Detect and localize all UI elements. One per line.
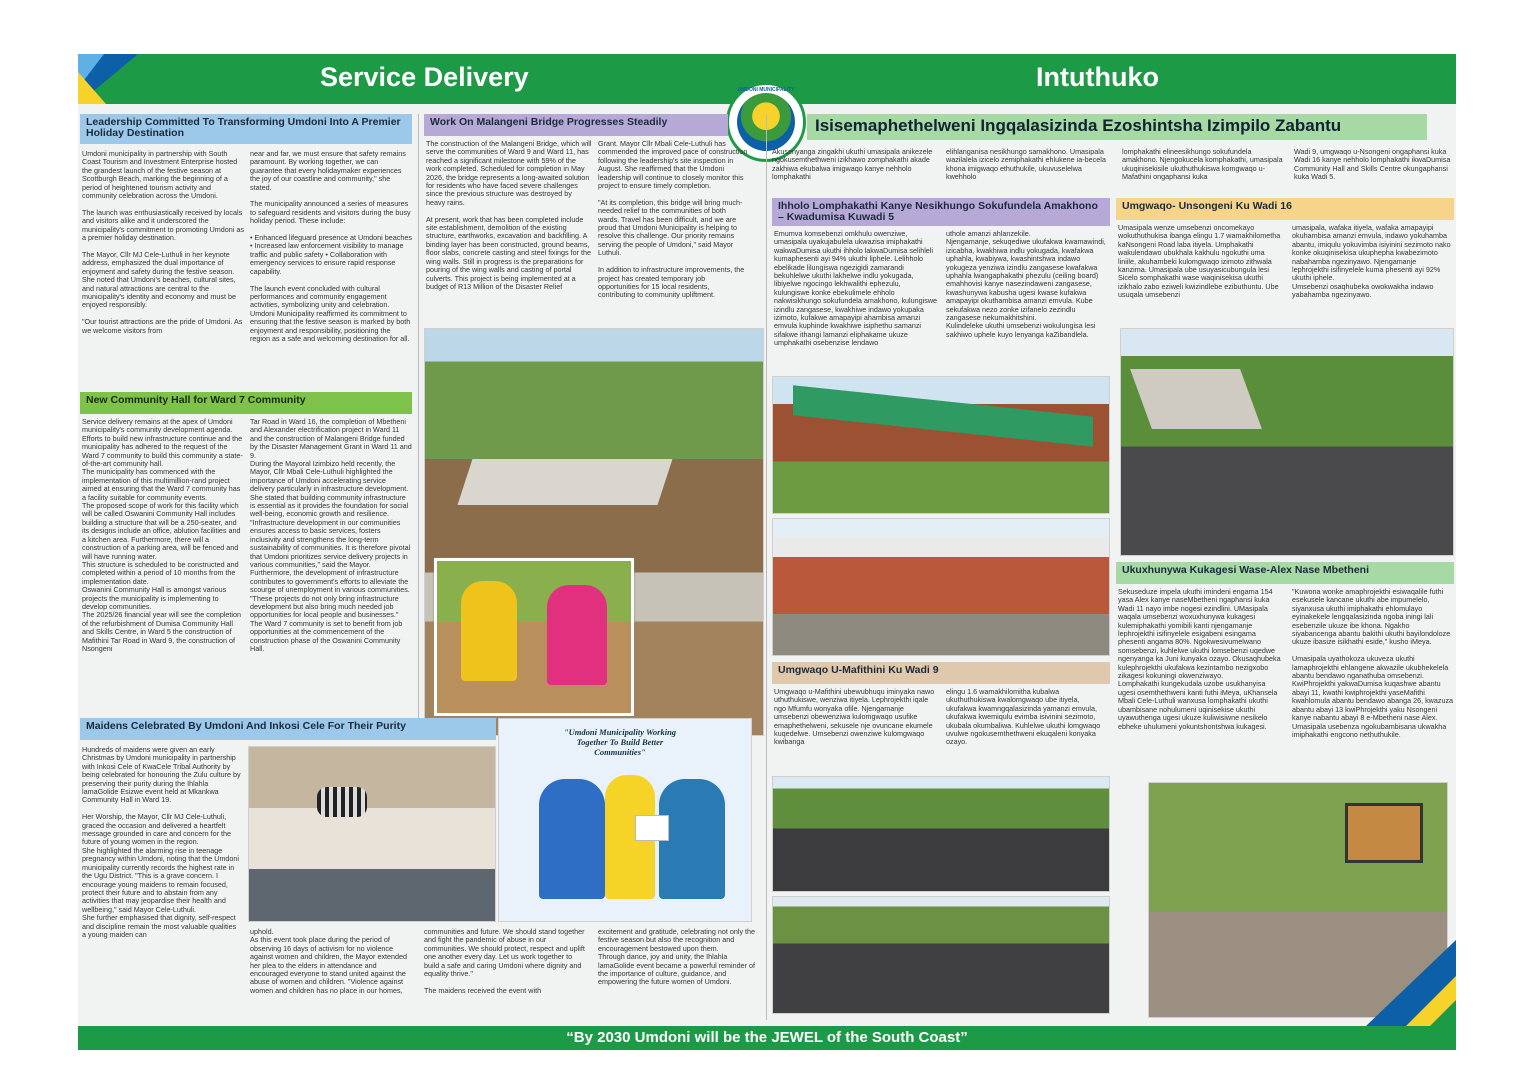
officials-site-inspection-photo	[434, 558, 634, 716]
holiday-article-col2	[250, 150, 412, 374]
newspaper-page	[78, 54, 1456, 1050]
maidens-article-col1	[82, 746, 242, 1014]
maidens-certificate-photo	[498, 718, 752, 922]
nsongeni-article-col1	[1118, 224, 1284, 320]
zulu-intro-col1	[772, 148, 936, 194]
maidens-leaders-photo	[248, 746, 496, 922]
maidens-text-4: excitement and gratitude, celebrating not only the festive season but also the recognition and encouragement bestowed upon them. Through dance, joy and unity, the Ihlahla lamaGolide event became a powerful reminder of the importance of culture, guidance, and empowering the future women of Umdoni.	[598, 928, 756, 987]
holiday-text-1: Umdoni municipality in partnership with South Coast Tourism and Investment Enterprise hosted the grandest launch of the festive season at Scottburgh Beach, marking the beginning of a period of heightened tourism activity and community celebration across the Umdoni. The launch was enthusiastically received by locals and visitors alike and it underscored the municipality's commitment to promoting Umdoni as a premier holiday destination. The Mayor, Cllr MJ Cele-Luthuli in her keynote address, emphasized the dual importance of enjoyment and safety during the festive season. She noted that Umdoni's beaches, cultural sites, and natural attractions are central to the municipality's identity and economy and must be enjoyed responsibly. "Our tourist attractions are the pride of Umdoni. As we welcome visitors from	[82, 150, 244, 335]
corner-decor-green	[1430, 1000, 1456, 1026]
green-roof-shape	[793, 385, 1093, 447]
mafithini-road-photo-1	[772, 776, 1110, 892]
mbetheni-text-1: Sekuseduze impela ukuthi imindeni engama 154 yasa Alex kanye naseMbetheni ngaphansi kuka Wadi 11 nayo imbe nogesi ezindlini. UMasipala waqala umsebenzi woxuxhunywa kukagesi kulemiphakathi yomibili kanti njengamanje lephrojekthi isifinyelele esigabeni esingama phesenti angama 80%. Ngokwesivumelwano somsebenzi, kuhlelwe ukuthi lomsebenzi uqedwe ngenyanga ka Juni kunyaka ozayo. Okusaqhubeka kulephrojekthi ukufakwa kezintambo nezigxobo zikagesi kokuningi okwenziwayo. Lomphakathi kungekudala uzobe usukhanyisa ugesi osemthethweni kanti futhi iMeya, uKhansela Mbali Cele-Luthuli wanxusa lomphakathi ukuthi ubambisane nohulumeni uqinisekise ukuthi uyawuthenga ugesi ukuze kuliwisiwne nesikelo ebheke uhulumeni yokuntshontshwa kukagesi.	[1118, 588, 1281, 731]
hall-text-2: Tar Road in Ward 16, the completion of Mbetheni and Alexander electrification project in Ward 11 and the construction of Malangeni Bridge funded by the Disaster Management Grant in Ward 11 and 9. During the Mayoral Izimbizo held recently, the Mayor, Cllr Mbali Cele-Luthuli highlighted the importance of Umdoni accelerating service delivery particularly in infrastructure development. She stated that building community infrastructure is essential as it provides the foundation for social well-being, economic growth and resilience. "Infrastructure development in our communities ensures access to basic services, fosters inclusivity and strengthens the long-term sustainability of communities. It is therefore pivotal that Umdoni prioritizes service delivery projects in various communities," said the Mayor. Furthermore, the development of infrastructure contributes to government's efforts to alleviate the scourge of unemployment in various communities. "These projects do not only bring infrastructure development but also bring much needed job opportunities for local people and businesses." The Ward 7 community is set to benefit from job opportunities at the commencement of the construction phase of the Oswanini Community Hall.	[250, 418, 412, 653]
right-section-subtitle: Isisemaphethelweni Ingqalasizinda Ezoshintsha Izimpilo Zabantu	[807, 114, 1427, 140]
zulu-intro-col3	[1122, 148, 1286, 194]
zulu-intro-col2	[946, 148, 1110, 194]
mafithini-article-title: Umgwaqo U-Mafithini Ku Wadi 9	[772, 662, 1110, 684]
logo-text: UMDONI MUNICIPALITY	[737, 87, 795, 93]
dumisa-hall-photo-2	[772, 518, 1110, 656]
zulu-intro-col4	[1294, 148, 1454, 194]
dumisa-hall-photo-1	[772, 376, 1110, 514]
nsongeni-road-photo	[1120, 328, 1454, 556]
woman-figure-1	[539, 779, 605, 899]
nsongeni-article-title: Umgwaqo- Unsongeni Ku Wadi 16	[1116, 198, 1454, 220]
dumisa-text-2: uthole amanzi ahlanzekile. Njengamanje, sekuqediwe ukufakwa kwamawindi, izicabha, kwakhiwa indlu yokugada, kwafakwa uphahla, kwabiywa, kwashintshwa indawo yokugeza yenziwa izindlu zangasese kwafakwa uphahla lwangaphakathi phezulu (ceiling board) emahhovisi kanye nasezindaweni zangasese, kwashunywa kabusha ugesi kwase kufakwa amapayipi okuthambisa amanzi emvula. Kube sekufakwa nezo zonke izifanelo zezindlu zangasese nekumakhitshini. Kulindeleke ukuthi umsebenzi wokulungisa lesi sakhiwo uphele kuyo lenyanga kaZibandlela.	[946, 230, 1106, 339]
mafithini-article-col2	[946, 688, 1110, 768]
page-center-divider	[766, 114, 767, 1020]
maidens-article-col2	[250, 928, 412, 1018]
dumisa-article-col2	[946, 230, 1110, 368]
photo-banner-text: "Umdoni Municipality Working Together To Build Better Communities"	[563, 727, 677, 757]
bridge-article-col1	[426, 140, 592, 320]
column-divider	[418, 114, 419, 734]
bridge-article-col2	[598, 140, 748, 320]
traditional-headgear-shape	[317, 787, 367, 817]
dumisa-article-title: Ihholo Lomphakathi Kanye Nesikhungo Sokufundela Amakhono – Kwadumisa Kuwadi 5	[772, 198, 1110, 226]
mafithini-article-col1	[774, 688, 938, 768]
mafithini-text-1: Umgwaqo u-Mafithini ubewubhuqu iminyaka nawo uthuthukiswe, wenziwa itiyela. Lephrojekthi iqale ngo Mfumfu wonyaka ofile. Njengamanje umsebenzi obewenziwa kulomgwaqo usufike emaphethelweni, sekusele nje ovuncane ekumele kuqedelwe. Umsebenzi owenziwe kulomgwaqo kwibanga	[774, 688, 935, 747]
hall-article-col2	[250, 418, 412, 734]
electric-meter-box-shape	[1345, 803, 1423, 863]
maidens-text-3: communities and future. We should stand together and fight the pandemic of abuse in our communities. We should protect, respect and uplift one another every day. Let us work together to build a safe and caring Umdoni where dignity and equality thrive." The maidens received the event with	[424, 928, 585, 995]
official-figure-2	[547, 585, 607, 685]
road-curb-shape	[1130, 369, 1262, 429]
nsongeni-article-col2	[1292, 224, 1454, 320]
intro-text-4: Wadi 9, umgwaqo u-Nsongeni ongaphansi kuka Wadi 16 kanye nehholo lomphakathi ikwaDumisa Community Hall and Skills Centre okungaphansi kuka Wadi 5.	[1294, 148, 1451, 182]
bridge-text-1: The construction of the Malangeni Bridge, which will serve the communities of Ward 9 and Ward 11, has reached a significant milestone with 59% of the work completed. Scheduled for completion in May 2026, the bridge represents a long-awaited solution for residents who have faced severe challenges since the previous structure was destroyed by heavy rains. At present, work that has been completed include site establishment, demolition of the existing structure, earthworks, excavation and backfilling. A binding layer has been constructed, ground beams, floor slabs, concrete casting and steel fixings for the wing walls. Still in progress is the preparations for pouring of the wing walls and casting of portal culverts. This project is being implemented at a budget of R13 Million of the Disaster Relief	[426, 140, 592, 291]
building-wall-shape	[773, 537, 1110, 557]
maidens-text-1: Hundreds of maidens were given an early Christmas by Umdoni municipality in partnership with Inkosi Cele of KwaCele Tribal Authority by being celebrated for honouring the Zulu culture by preserving their purity during the Ihlahla lamaGolide Esizwe event held at Mkankwa Community Hall in Ward 19. Her Worship, the Mayor, Cllr MJ Cele-Luthuli, graced the occasion and delivered a heartfelt message grounded in care and concern for the future of young women in the region. She highlighted the alarming rise in teenage pregnancy within Umdoni, noting that the Umdoni municipality currently records the highest rate in the Ugu District. "This is a grave concern. I encourage young maidens to remain focused, protect their future and to abstain from any activities that may jeopardise their health and wellbeing," said Mayor Cele-Luthuli. She further emphasised that dignity, self-respect and discipline remain the most valuable qualities a young maiden can	[82, 746, 241, 939]
bridge-article-title: Work On Malangeni Bridge Progresses Steadily	[424, 114, 728, 136]
dumisa-text-1: Emumva komsebenzi omkhulu owenziwe, umasipala uyakujabulela ukwazisa imiphakathi wakwaDumisa ukuthi ihholo lakwaDumisa selihleli kumaphesenti ayi 94% ukuthi liphele. Lelihholo ebelikade lilungiswa ngezigidi zamarandi bekuhlelwe ukuthi lakhelwe indlu yokugada, libiyelwe ngocingo lekhwalithi ephezulu, kulungiswe konke ebekulimele ehholo nakwisikhungo sokufundela amakhono, kulungiswe izindlu zangasese, kwakhiwe indawo yokupaka izimoto, kufakwe amapayipi ahambisa amanzi emvula kuphinde kwakhiwe isiphethu samanzi sifakwe ithangi lamanzi eliphakame ukuze umphakathi osebenzise lendawo	[774, 230, 938, 348]
maidens-article-title: Maidens Celebrated By Umdoni And Inkosi Cele For Their Purity	[80, 718, 496, 740]
holiday-text-2: near and far, we must ensure that safety remains paramount. By working together, we can guarantee that every holidaymaker experiences the joy of our coastline and community," she stated. The municipality announced a series of measures to safeguard residents and visitors during the busy holiday period. These include: • Enhanced lifeguard presence at Umdoni beaches • Increased law enforcement visibility to manage traffic and public safety • Collaboration with emergency services to ensure rapid response capability. The launch event concluded with cultural performances and community engagement activities, symbolizing unity and celebration. Umdoni Municipality reaffirmed its commitment to ensuring that the festive season is marked by both enjoyment and responsibility, positioning the region as a safe and welcoming destination for all.	[250, 150, 412, 343]
footer-slogan: “By 2030 Umdoni will be the JEWEL of the South Coast”	[78, 1026, 1456, 1050]
official-figure-1	[461, 581, 517, 681]
intro-text-3: lomphakathi elineesikhungo sokufundela amakhono. Njengokucela komphakathi, umasipala ukuqinisekisile ukuthuthukiswa komgwaqo u-Mafathini ongaphansi kuka	[1122, 148, 1283, 182]
mbetheni-article-title: Ukuxhunywa Kukagesi Wase-Alex Nase Mbetheni	[1116, 562, 1454, 584]
maidens-text-2: uphold. As this event took place during the period of observing 16 days of activism for no violence against women and children, the Mayor extended her plea to the elders in attendance and encouraged everyone to stand united against the abuse of women and children. "Violence against women and children has no place in our homes,	[250, 928, 408, 995]
banner-title-left: Service Delivery	[320, 62, 529, 92]
hall-article-title: New Community Hall for Ward 7 Community	[80, 392, 412, 414]
mbetheni-text-2: "Kuwona wonke amaphrojekthi esiwaqalile futhi esekusele kancane ukuthi abe impumelelo, siyanxusa ukuthi imiphakathi ehlomulayo eyinakekele lengqalasizinda ngoba iningi lali esebenzile ukuze ibe khona. Ngakho siyabancenga abantu bakithi ukuthi bayilondoloze ukuze ibasize isikhathi eside," kusho iMeya. Umasipala uyathokoza ukuveza ukuthi lamaphrojekthi ehlangene akwazile ukubhekelela abantu bendawo nganathuba omsebenzi. KwiPhrojekthi yakwaDumisa kuqashwe abantu abayi 11, kwathi kwiphrojekthi yaseMafithi kwahlomula abantu bendawo abanga 26, kwazuza abantu abayi 13 kwiPhrojekthi yaku Nsongeni kanye nabantu abayi 8 e-Mbetheni nase Alex. Umasipala usebenza ngokubambisana ukwakha imiphakathi engcono nethuthukile.	[1292, 588, 1454, 739]
mbetheni-article-col2	[1292, 588, 1454, 778]
nsongeni-text-2: umasipala, wafaka itiyela, wafaka amapayipi okuhambisa amanzi emvula, indawo yokuhamba abantu, imiqulu yokuvimba isiyinini sezimoto nako konke okuqinisekisa ukuphepha kwabezimoto nabahamba ngezinyawo. Njengamanje lephrojekthi isifinyelele kuma phesenti ayi 92% ukuthi iphele. Umsebenzi osaqhubeka owokwakha indawo yabahamba ngezinyawo.	[1292, 224, 1451, 300]
bridge-text-2: Grant. Mayor Cllr Mbali Cele-Luthuli has commended the improved pace of construction following the leadership's site inspection in August. She reaffirmed that the Umdoni leadership will continue to closely monitor this project to ensure timely completion. "At its completion, this bridge will bring much-needed relief to the communities of both wards. Travel has been difficult, and we are proud that Umdoni Municipality is helping to resolve this challenge. Our priority remains serving the people of Umdoni," said Mayor Luthuli. In addition to infrastructure improvements, the project has created temporary job opportunities for 15 local residents, contributing to community upliftment.	[598, 140, 748, 300]
certificate-shape	[635, 815, 669, 841]
maidens-article-col3	[424, 928, 588, 1018]
holiday-article-title: Leadership Committed To Transforming Umdoni Into A Premier Holiday Destination	[80, 114, 412, 144]
dumisa-article-col1	[774, 230, 938, 368]
mbetheni-article-col1	[1118, 588, 1284, 778]
hall-article-col1	[82, 418, 244, 734]
mafithini-text-2: elingu 1.6 wamakhilomitha kubalwa ukuthuthukiswa kwalomgwaqo ube itiyela, ukufakwa kwamngqalasizinda yamanzi emvula, ukufakwa kwemiqulu evimba isivinini sezimoto, ukubala okumbaliwa. Kuhlelwe ukuthi lomgwaqo uvulwe ngokusemthethweni ekuqaleni konyaka ozayo.	[946, 688, 1101, 747]
holiday-article-col1	[82, 150, 244, 374]
banner-title-right: Intuthuko	[1036, 62, 1159, 92]
nsongeni-text-1: Umasipala wenze umsebenzi oncomekayo wokuthuthukisa ibanga elingu 1.7 wamakhilometha kaNsongeni Road laba itiyela. Umphakathi wakulendawo ubukhala kakhulu ngokuthi uma liniile, akuhambeki kulomgwaqo izimoto zithwala kanzima. Umasipala ube usuyasicubungula lesi Sicelo somphakathi wase waqinisekisa ukuthi izikhalo zabo eziweli kwizindlebe ezibuthuntu. Ube usuqala umsebenzi	[1118, 224, 1281, 300]
mafithini-road-photo-2	[772, 896, 1110, 1014]
banner-decor-yellow	[78, 72, 106, 104]
intro-text-1: Akusenyanga zingakhi ukuthi umasipala anikezele ngokusemthethweni izikhawo zomphakathi akade zakhiwa ekubalwa imigwaqo kanye nehholo lomphakathi	[772, 148, 933, 182]
bridge-slab-shape	[458, 459, 673, 505]
intro-text-2: elihlanganisa nesikhungo samakhono. Umasipala wazilalela izicelo zemiphakathi ehlukene ia-becela khona imigwaqo ethuthukile, ukuvuselelwa kwehholo	[946, 148, 1106, 182]
hall-text-1: Service delivery remains at the apex of Umdoni municipality's community development agenda. Efforts to build new infrastructure continue and the municipality has adhered to the request of the Ward 7 community to build this community a state-of-the-art community hall. The municipality has commenced with the implementation of this multimillion-rand project aimed at ensuring that the Ward 7 community has a facility suitable for community events. The proposed scope of work for this facility which will be called Oswanini Community Hall includes building a structure that will be a 250-seater, and its designs include an office, ablution facilities and a kitchen area. Furthermore, there will a construction of a parking area, will be fenced and will have running water. This structure is scheduled to be constructed and completed within a period of 10 months from the implementation date. Oswanini Community Hall is amongst various projects the municipality is implementing to develop communities. The 2025/26 financial year will see the completion of the refurbishment of Dumisa Community Hall and Skills Centre, in Ward 5 the construction of Mafithini Tar Road in Ward 9, the construction of Nsongeni	[82, 418, 243, 653]
maidens-article-col4	[598, 928, 758, 1018]
